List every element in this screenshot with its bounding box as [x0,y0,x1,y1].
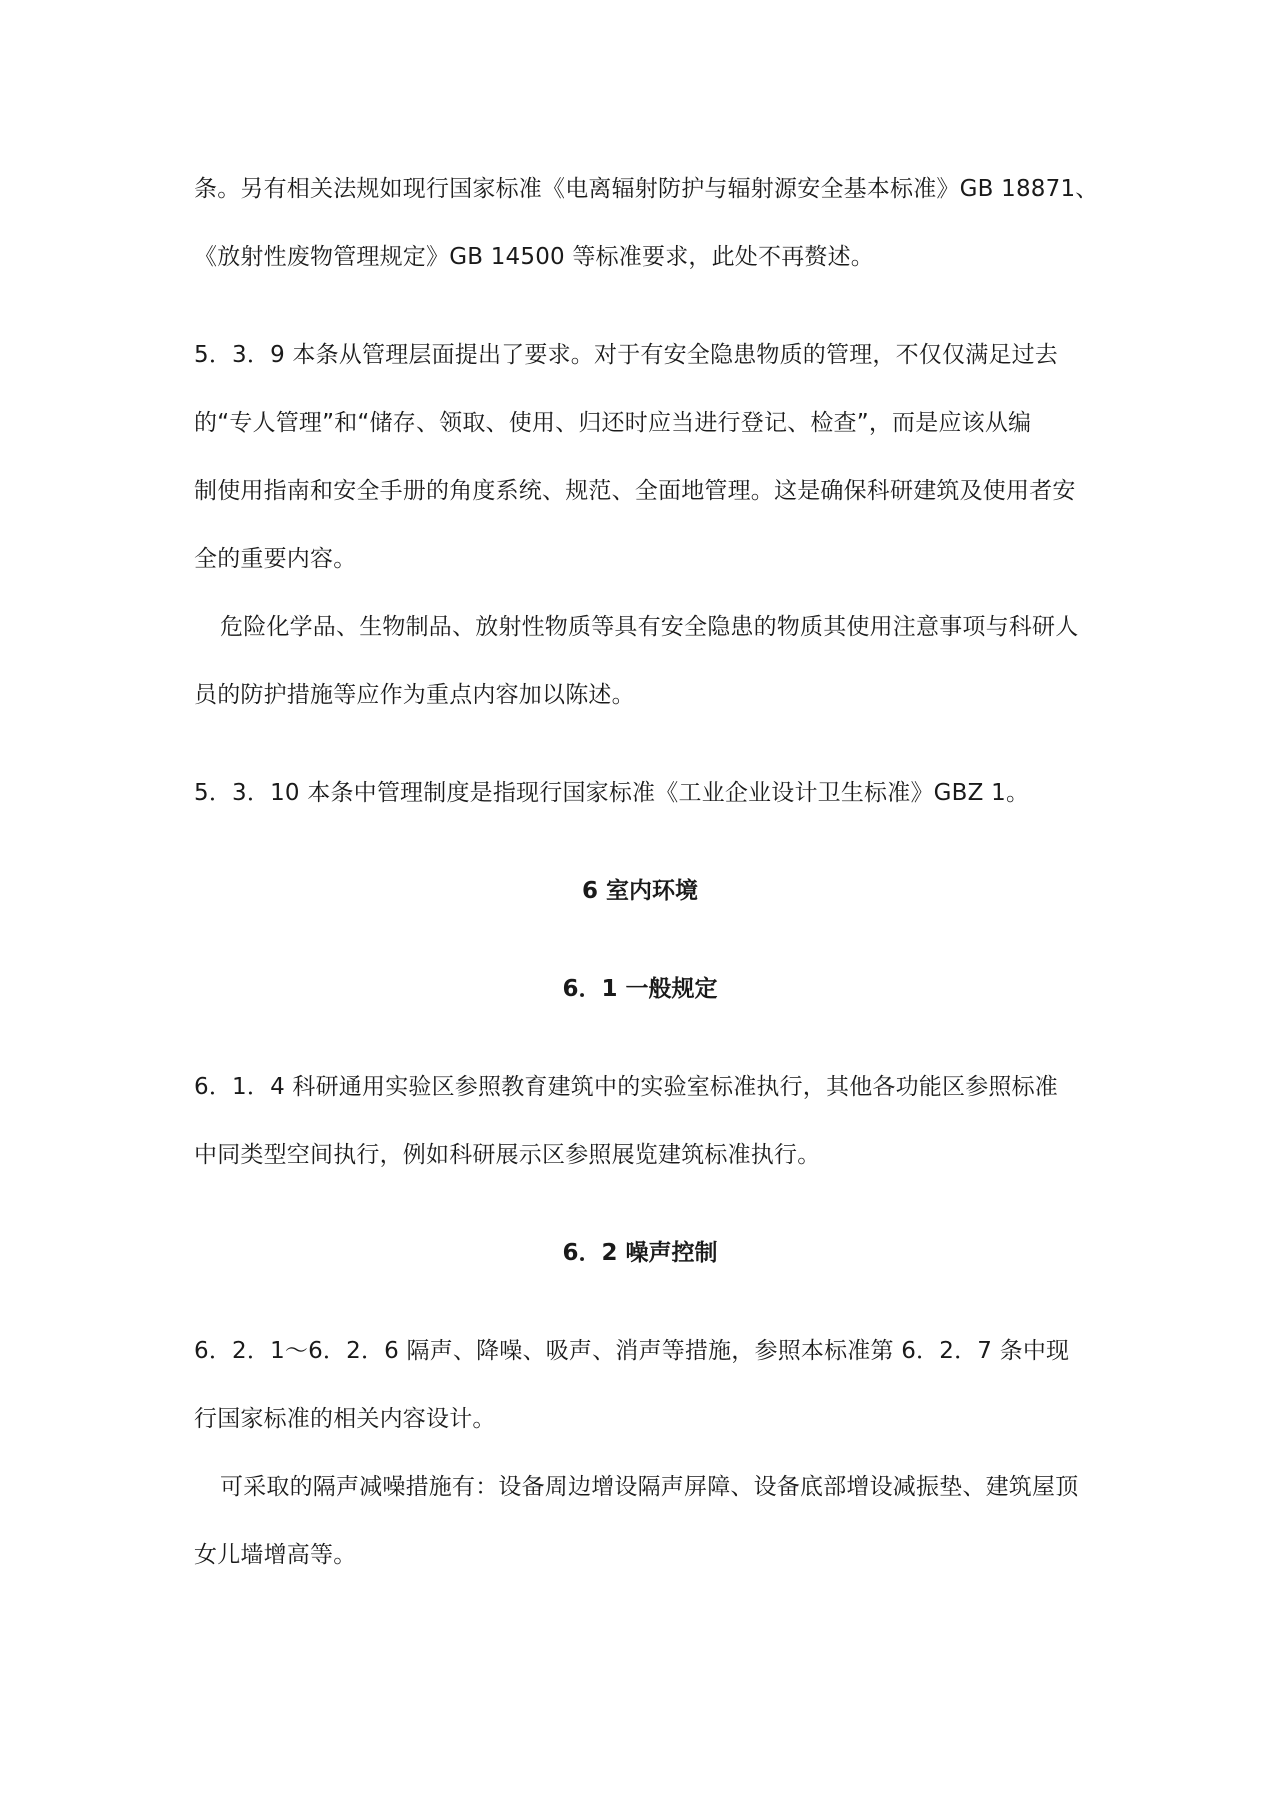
section-heading: 6．2 噪声控制 [562,1240,718,1266]
clause-6-1-4: 6．1．4 科研通用实验区参照教育建筑中的实验室标准执行，其他各功能区参照标准 [194,1074,1059,1100]
text-line: 女儿墙增高等。 [194,1542,357,1568]
text-line: 危险化学品、生物制品、放射性物质等具有安全隐患的物质其使用注意事项与科研人 [220,614,1079,640]
clause-5-3-10: 5．3．10 本条中管理制度是指现行国家标准《工业企业设计卫生标准》GBZ 1。 [194,780,1030,806]
text-line: 制使用指南和安全手册的角度系统、规范、全面地管理。这是确保科研建筑及使用者安 [194,478,1076,504]
clause-6-2-1-6: 6．2．1～6．2．6 隔声、降噪、吸声、消声等措施，参照本标准第 6．2．7 条中现 [194,1338,1070,1364]
text-line: 的“专人管理”和“储存、领取、使用、归还时应当进行登记、检查”，而是应该从编 [194,410,1032,436]
section-heading: 6．1 一般规定 [562,976,718,1002]
clause-5-3-9: 5．3．9 本条从管理层面提出了要求。对于有安全隐患物质的管理，不仅仅满足过去 [194,342,1059,368]
text-line: 《放射性废物管理规定》GB 14500 等标准要求，此处不再赘述。 [194,244,874,270]
text-line: 员的防护措施等应作为重点内容加以陈述。 [194,682,635,708]
text-line: 可采取的隔声减噪措施有：设备周边增设隔声屏障、设备底部增设减振垫、建筑屋顶 [220,1474,1079,1500]
text-line: 行国家标准的相关内容设计。 [194,1406,496,1432]
text-line: 中同类型空间执行，例如科研展示区参照展览建筑标准执行。 [194,1142,821,1168]
text-line: 全的重要内容。 [194,546,357,572]
chapter-heading: 6 室内环境 [581,878,698,904]
text-line: 条。另有相关法规如现行国家标准《电离辐射防护与辐射源安全基本标准》GB 18871、 [194,176,1099,202]
